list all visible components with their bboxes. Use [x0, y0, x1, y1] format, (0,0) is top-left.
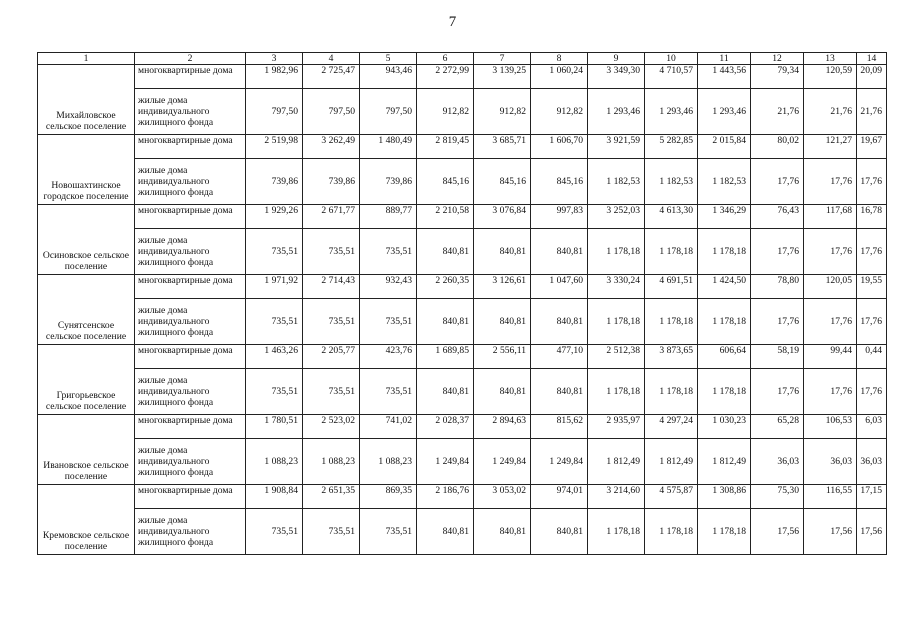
header-cell: 9: [588, 53, 645, 65]
table-row: [38, 509, 887, 555]
housing-type: многоквартирные дома: [135, 135, 246, 159]
value-cell: 21,76: [804, 89, 857, 135]
table-row: [38, 89, 887, 135]
value-cell: 735,51: [246, 299, 303, 345]
value-cell: 1 182,53: [698, 159, 751, 205]
value-cell: 1 812,49: [645, 439, 698, 485]
value-cell: 1 812,49: [588, 439, 645, 485]
value-cell: 606,64: [698, 345, 751, 369]
value-cell: 1 178,18: [698, 509, 751, 555]
value-cell: 2 714,43: [303, 275, 360, 299]
value-cell: 840,81: [417, 229, 474, 275]
value-cell: 735,51: [303, 299, 360, 345]
value-cell: 3 349,30: [588, 65, 645, 89]
value-cell: 1 088,23: [246, 439, 303, 485]
value-cell: 117,68: [804, 205, 857, 229]
value-cell: 889,77: [360, 205, 417, 229]
value-cell: 1 689,85: [417, 345, 474, 369]
table-row: [38, 485, 887, 509]
housing-type: многоквартирные дома: [135, 415, 246, 439]
value-cell: 4 575,87: [645, 485, 698, 509]
table-row: [38, 369, 887, 415]
value-cell: 739,86: [360, 159, 417, 205]
housing-type: жилые дома индивидуального жилищного фонда: [135, 229, 246, 275]
value-cell: 1 178,18: [645, 299, 698, 345]
housing-type: жилые дома индивидуального жилищного фонда: [135, 509, 246, 555]
value-cell: 735,51: [246, 369, 303, 415]
value-cell: 912,82: [531, 89, 588, 135]
value-cell: 2 260,35: [417, 275, 474, 299]
value-cell: 1 178,18: [698, 229, 751, 275]
value-cell: 17,76: [751, 369, 804, 415]
table-row: [38, 135, 887, 159]
value-cell: 65,28: [751, 415, 804, 439]
value-cell: 1 293,46: [588, 89, 645, 135]
value-cell: 17,76: [857, 229, 887, 275]
value-cell: 1 929,26: [246, 205, 303, 229]
value-cell: 3 076,84: [474, 205, 531, 229]
value-cell: 1 178,18: [588, 229, 645, 275]
value-cell: 912,82: [417, 89, 474, 135]
housing-type: многоквартирные дома: [135, 65, 246, 89]
value-cell: 815,62: [531, 415, 588, 439]
settlement-name: Григорьевское сельское поселение: [38, 345, 135, 415]
value-cell: 840,81: [531, 509, 588, 555]
value-cell: 974,01: [531, 485, 588, 509]
settlement-name: Новошахтинское городское поселение: [38, 135, 135, 205]
value-cell: 997,83: [531, 205, 588, 229]
value-cell: 3 053,02: [474, 485, 531, 509]
value-cell: 840,81: [474, 229, 531, 275]
value-cell: 735,51: [360, 229, 417, 275]
value-cell: 4 613,30: [645, 205, 698, 229]
value-cell: 1 982,96: [246, 65, 303, 89]
value-cell: 735,51: [360, 509, 417, 555]
header-cell: 4: [303, 53, 360, 65]
value-cell: 739,86: [303, 159, 360, 205]
header-cell: 1: [38, 53, 135, 65]
value-cell: 1 606,70: [531, 135, 588, 159]
value-cell: 932,43: [360, 275, 417, 299]
value-cell: 106,53: [804, 415, 857, 439]
housing-type: многоквартирные дома: [135, 275, 246, 299]
value-cell: 1 178,18: [588, 509, 645, 555]
value-cell: 943,46: [360, 65, 417, 89]
value-cell: 2 894,63: [474, 415, 531, 439]
value-cell: 17,76: [751, 299, 804, 345]
value-cell: 2 015,84: [698, 135, 751, 159]
value-cell: 3 685,71: [474, 135, 531, 159]
value-cell: 845,16: [531, 159, 588, 205]
value-cell: 1 047,60: [531, 275, 588, 299]
value-cell: 840,81: [417, 509, 474, 555]
value-cell: 3 252,03: [588, 205, 645, 229]
value-cell: 17,56: [751, 509, 804, 555]
value-cell: 2 819,45: [417, 135, 474, 159]
header-cell: 2: [135, 53, 246, 65]
value-cell: 735,51: [360, 299, 417, 345]
value-cell: 6,03: [857, 415, 887, 439]
value-cell: 17,76: [804, 369, 857, 415]
value-cell: 1 346,29: [698, 205, 751, 229]
settlement-name: Ивановское сельское поселение: [38, 415, 135, 485]
value-cell: 2 186,76: [417, 485, 474, 509]
value-cell: 3 873,65: [645, 345, 698, 369]
value-cell: 2 935,97: [588, 415, 645, 439]
settlement-name: Осиновское сельское поселение: [38, 205, 135, 275]
page-number: 7: [448, 14, 457, 30]
value-cell: 19,67: [857, 135, 887, 159]
value-cell: 797,50: [303, 89, 360, 135]
value-cell: 845,16: [417, 159, 474, 205]
value-cell: 99,44: [804, 345, 857, 369]
housing-type: жилые дома индивидуального жилищного фонда: [135, 439, 246, 485]
table-row: [38, 439, 887, 485]
table-row: [38, 415, 887, 439]
value-cell: 735,51: [303, 369, 360, 415]
value-cell: 17,76: [751, 159, 804, 205]
value-cell: 2 725,47: [303, 65, 360, 89]
value-cell: 21,76: [857, 89, 887, 135]
tariff-table: [37, 52, 887, 555]
header-cell: 6: [417, 53, 474, 65]
value-cell: 1 780,51: [246, 415, 303, 439]
table-row: [38, 159, 887, 205]
header-cell: 12: [751, 53, 804, 65]
value-cell: 79,34: [751, 65, 804, 89]
value-cell: 840,81: [474, 369, 531, 415]
value-cell: 1 908,84: [246, 485, 303, 509]
value-cell: 20,09: [857, 65, 887, 89]
value-cell: 2 028,37: [417, 415, 474, 439]
value-cell: 735,51: [360, 369, 417, 415]
value-cell: 1 249,84: [531, 439, 588, 485]
value-cell: 2 512,38: [588, 345, 645, 369]
value-cell: 116,55: [804, 485, 857, 509]
value-cell: 797,50: [246, 89, 303, 135]
value-cell: 1 178,18: [588, 299, 645, 345]
value-cell: 3 139,25: [474, 65, 531, 89]
value-cell: 3 262,49: [303, 135, 360, 159]
value-cell: 17,15: [857, 485, 887, 509]
housing-type: жилые дома индивидуального жилищного фонда: [135, 299, 246, 345]
value-cell: 2 519,98: [246, 135, 303, 159]
value-cell: 2 205,77: [303, 345, 360, 369]
header-cell: 11: [698, 53, 751, 65]
value-cell: 477,10: [531, 345, 588, 369]
value-cell: 735,51: [303, 509, 360, 555]
value-cell: 739,86: [246, 159, 303, 205]
table-row: [38, 205, 887, 229]
value-cell: 3 330,24: [588, 275, 645, 299]
value-cell: 840,81: [474, 509, 531, 555]
value-cell: 2 651,35: [303, 485, 360, 509]
value-cell: 797,50: [360, 89, 417, 135]
value-cell: 1 971,92: [246, 275, 303, 299]
value-cell: 2 556,11: [474, 345, 531, 369]
settlement-name: Михайловское сельское поселение: [38, 65, 135, 135]
value-cell: 1 308,86: [698, 485, 751, 509]
value-cell: 840,81: [531, 369, 588, 415]
value-cell: 1 249,84: [474, 439, 531, 485]
value-cell: 1 088,23: [303, 439, 360, 485]
value-cell: 36,03: [804, 439, 857, 485]
value-cell: 1 178,18: [698, 299, 751, 345]
value-cell: 4 297,24: [645, 415, 698, 439]
value-cell: 1 030,23: [698, 415, 751, 439]
settlement-name: Сунятсенское сельское поселение: [38, 275, 135, 345]
value-cell: 1 293,46: [645, 89, 698, 135]
value-cell: 58,19: [751, 345, 804, 369]
value-cell: 1 178,18: [645, 509, 698, 555]
value-cell: 741,02: [360, 415, 417, 439]
value-cell: 1 480,49: [360, 135, 417, 159]
housing-type: многоквартирные дома: [135, 345, 246, 369]
table-row: [38, 229, 887, 275]
value-cell: 3 126,61: [474, 275, 531, 299]
header-row: [38, 53, 887, 65]
value-cell: 2 523,02: [303, 415, 360, 439]
value-cell: 1 182,53: [645, 159, 698, 205]
value-cell: 3 921,59: [588, 135, 645, 159]
value-cell: 3 214,60: [588, 485, 645, 509]
value-cell: 76,43: [751, 205, 804, 229]
settlement-name: Кремовское сельское поселение: [38, 485, 135, 555]
value-cell: 1 812,49: [698, 439, 751, 485]
value-cell: 2 272,99: [417, 65, 474, 89]
value-cell: 0,44: [857, 345, 887, 369]
value-cell: 36,03: [751, 439, 804, 485]
header-cell: 10: [645, 53, 698, 65]
value-cell: 423,76: [360, 345, 417, 369]
value-cell: 840,81: [417, 369, 474, 415]
value-cell: 1 293,46: [698, 89, 751, 135]
value-cell: 4 691,51: [645, 275, 698, 299]
header-cell: 14: [857, 53, 887, 65]
value-cell: 840,81: [531, 299, 588, 345]
housing-type: жилые дома индивидуального жилищного фонда: [135, 159, 246, 205]
value-cell: 1 178,18: [645, 369, 698, 415]
table-row: [38, 275, 887, 299]
value-cell: 1 178,18: [588, 369, 645, 415]
value-cell: 19,55: [857, 275, 887, 299]
housing-type: многоквартирные дома: [135, 205, 246, 229]
value-cell: 1 443,56: [698, 65, 751, 89]
value-cell: 1 060,24: [531, 65, 588, 89]
value-cell: 120,05: [804, 275, 857, 299]
value-cell: 75,30: [751, 485, 804, 509]
value-cell: 17,76: [751, 229, 804, 275]
value-cell: 5 282,85: [645, 135, 698, 159]
value-cell: 1 178,18: [645, 229, 698, 275]
value-cell: 16,78: [857, 205, 887, 229]
value-cell: 735,51: [246, 229, 303, 275]
header-cell: 3: [246, 53, 303, 65]
value-cell: 120,59: [804, 65, 857, 89]
value-cell: 17,76: [804, 299, 857, 345]
table-row: [38, 345, 887, 369]
value-cell: 17,56: [804, 509, 857, 555]
value-cell: 1 178,18: [698, 369, 751, 415]
housing-type: многоквартирные дома: [135, 485, 246, 509]
value-cell: 1 424,50: [698, 275, 751, 299]
value-cell: 17,76: [857, 369, 887, 415]
value-cell: 840,81: [531, 229, 588, 275]
header-cell: 13: [804, 53, 857, 65]
value-cell: 36,03: [857, 439, 887, 485]
value-cell: 78,80: [751, 275, 804, 299]
value-cell: 912,82: [474, 89, 531, 135]
value-cell: 845,16: [474, 159, 531, 205]
value-cell: 21,76: [751, 89, 804, 135]
value-cell: 840,81: [417, 299, 474, 345]
header-cell: 5: [360, 53, 417, 65]
table-row: [38, 65, 887, 89]
value-cell: 1 182,53: [588, 159, 645, 205]
value-cell: 840,81: [474, 299, 531, 345]
value-cell: 735,51: [246, 509, 303, 555]
housing-type: жилые дома индивидуального жилищного фонда: [135, 369, 246, 415]
table-row: [38, 299, 887, 345]
value-cell: 4 710,57: [645, 65, 698, 89]
housing-type: жилые дома индивидуального жилищного фонда: [135, 89, 246, 135]
value-cell: 2 671,77: [303, 205, 360, 229]
value-cell: 17,76: [857, 299, 887, 345]
value-cell: 869,35: [360, 485, 417, 509]
header-cell: 8: [531, 53, 588, 65]
value-cell: 80,02: [751, 135, 804, 159]
header-cell: 7: [474, 53, 531, 65]
value-cell: 1 088,23: [360, 439, 417, 485]
value-cell: 121,27: [804, 135, 857, 159]
value-cell: 17,76: [804, 229, 857, 275]
value-cell: 17,56: [857, 509, 887, 555]
value-cell: 735,51: [303, 229, 360, 275]
value-cell: 2 210,58: [417, 205, 474, 229]
value-cell: 17,76: [804, 159, 857, 205]
value-cell: 1 463,26: [246, 345, 303, 369]
value-cell: 1 249,84: [417, 439, 474, 485]
value-cell: 17,76: [857, 159, 887, 205]
